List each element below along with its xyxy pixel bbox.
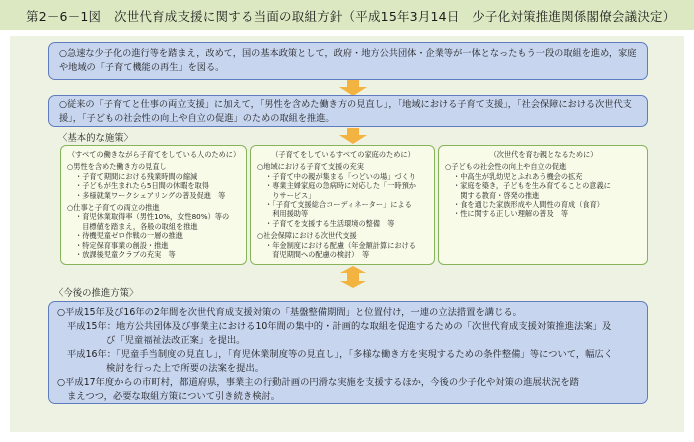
future-measure-line: ○平成17年度からの市町村，都道府県，事業主の行動計画の円滑な実施を支援するほか，今後の少子化や対策の進展状況を踏 — [57, 377, 579, 388]
measure-item: ・子育て中の親が集まる「つどいの場」づくり — [265, 171, 416, 181]
measures-column-all-families — [250, 145, 435, 265]
double-arrow-icon — [340, 266, 366, 288]
measure-item: ・待機児童ゼロ作戦の一層の推進 — [75, 231, 183, 241]
measure-item: ・子どもが生まれたら5日間の休暇を取得 — [75, 181, 209, 191]
future-measure-line: び「児童福祉法改正案」を提出。 — [106, 335, 246, 346]
future-measure-line: まえつつ，必要な取組方策について引き続き検討。 — [67, 391, 281, 402]
measure-item: ・性に関する正しい理解の普及 等 — [453, 209, 569, 219]
column-heading: （次世代を育む親となるために） — [489, 150, 598, 159]
column-heading: （すべての働きながら子育てをしている人のために） — [67, 150, 241, 159]
measure-item: 育児期間への配慮の検討） 等 — [265, 250, 370, 260]
measure-item: ・食を通じた家族形成や人間性の育成（食育） — [453, 200, 604, 210]
measure-item: ・家庭を築き，子どもを生み育てることの意義に — [453, 181, 611, 191]
measure-item: ・年金制度における配慮（年金額計算における — [265, 240, 416, 250]
policy-direction-line-1: ○従来の「子育てと仕事の両立支援」に加えて，「男性を含めた働き方の見直し」，「地域における子育て支援」，「社会保障における次世代支 — [59, 99, 632, 110]
measure-item: ・専業主婦家庭の急病時に対応した「一時預か — [265, 181, 416, 191]
policy-goal-line-1: ○急速な少子化の進行等を踏まえ，改めて，国の基本政策として，政府・地方公共団体・企業等が一体となったもう一段の取組を進め，家庭 — [59, 48, 637, 59]
measure-item: りサービス」 — [265, 190, 316, 200]
measure-item: 目標値を踏まえ，各般の取組を推進 — [75, 221, 198, 231]
future-measures-box — [48, 301, 648, 404]
measure-item: ・中高生が乳幼児とふれあう機会の拡充 — [453, 171, 583, 181]
policy-goal-line-2: や地域の「子育て機能の再生」を図る。 — [59, 62, 225, 73]
future-measures-label: 〈今後の推進方策〉 — [54, 288, 139, 299]
title-bar — [0, 0, 694, 30]
measure-item: ・特定保育事業の創設・推進 — [75, 240, 169, 250]
measure-category: ○地域における子育て支援の充実 — [257, 162, 364, 172]
measure-category: ○子どもの社会性の向上や自立の促進 — [445, 162, 567, 172]
measure-item: 利用援助等 — [265, 209, 309, 219]
column-heading: （子育てをしているすべての家庭のために） — [271, 150, 415, 159]
policy-direction-line-2: 援」，「子どもの社会性の向上や自立の促進」のための取組を推進。 — [59, 113, 335, 124]
measure-category: ○仕事と子育ての両立の推進 — [67, 203, 160, 213]
measure-item: ・「子育て支援総合コーディネーター」による — [265, 200, 412, 210]
policy-direction-box — [48, 95, 648, 127]
measure-item: ・放課後児童クラブの充実 等 — [75, 250, 176, 260]
measures-column-next-generation — [438, 145, 648, 265]
future-measure-line: 検討を行った上で所要の法案を提出。 — [106, 363, 265, 374]
measure-category: ○男性を含めた働き方の見直し — [67, 162, 167, 172]
measure-item: ・子育てを支援する生活環境の整備 等 — [265, 218, 395, 228]
measure-item: ・育児休業取得率（男性10%，女性80%）等の — [75, 212, 230, 222]
figure-title: 第2－6－1図 次世代育成支援に関する当面の取組方針（平成15年3月14日 少子化対策推進関係閣僚会議決定） — [26, 9, 676, 24]
future-measure-line: 平成15年：地方公共団体及び事業主における10年間の集中的・計画的な取組を促進するための「次世代育成支援対策推進法案」及 — [67, 321, 612, 332]
future-measure-line: 平成16年：「児童手当制度の見直し」，「育児休業制度等の見直し」，「多様な働き方を実現するための条件整備」等について，幅広く — [67, 349, 614, 360]
down-arrow-icon — [339, 80, 367, 96]
measure-item: 関する教育・啓発の推進 — [453, 190, 540, 200]
measure-category: ○社会保障における次世代支援 — [257, 231, 357, 241]
future-measure-line: ○平成15年及び16年の2年間を次世代育成支援対策の「基盤整備期間」と位置付け，一連の立法措置を講じる。 — [57, 307, 522, 318]
measure-item: ・多様就業ワークシェアリングの普及促進 等 — [75, 190, 226, 200]
measures-column-working-parents — [60, 145, 247, 265]
down-arrow-icon — [339, 128, 367, 144]
basic-measures-label: 〈基本的な施策〉 — [58, 133, 134, 144]
policy-goal-box — [48, 42, 648, 80]
measure-item: ・子育て期間における残業時間の縮減 — [75, 171, 198, 181]
